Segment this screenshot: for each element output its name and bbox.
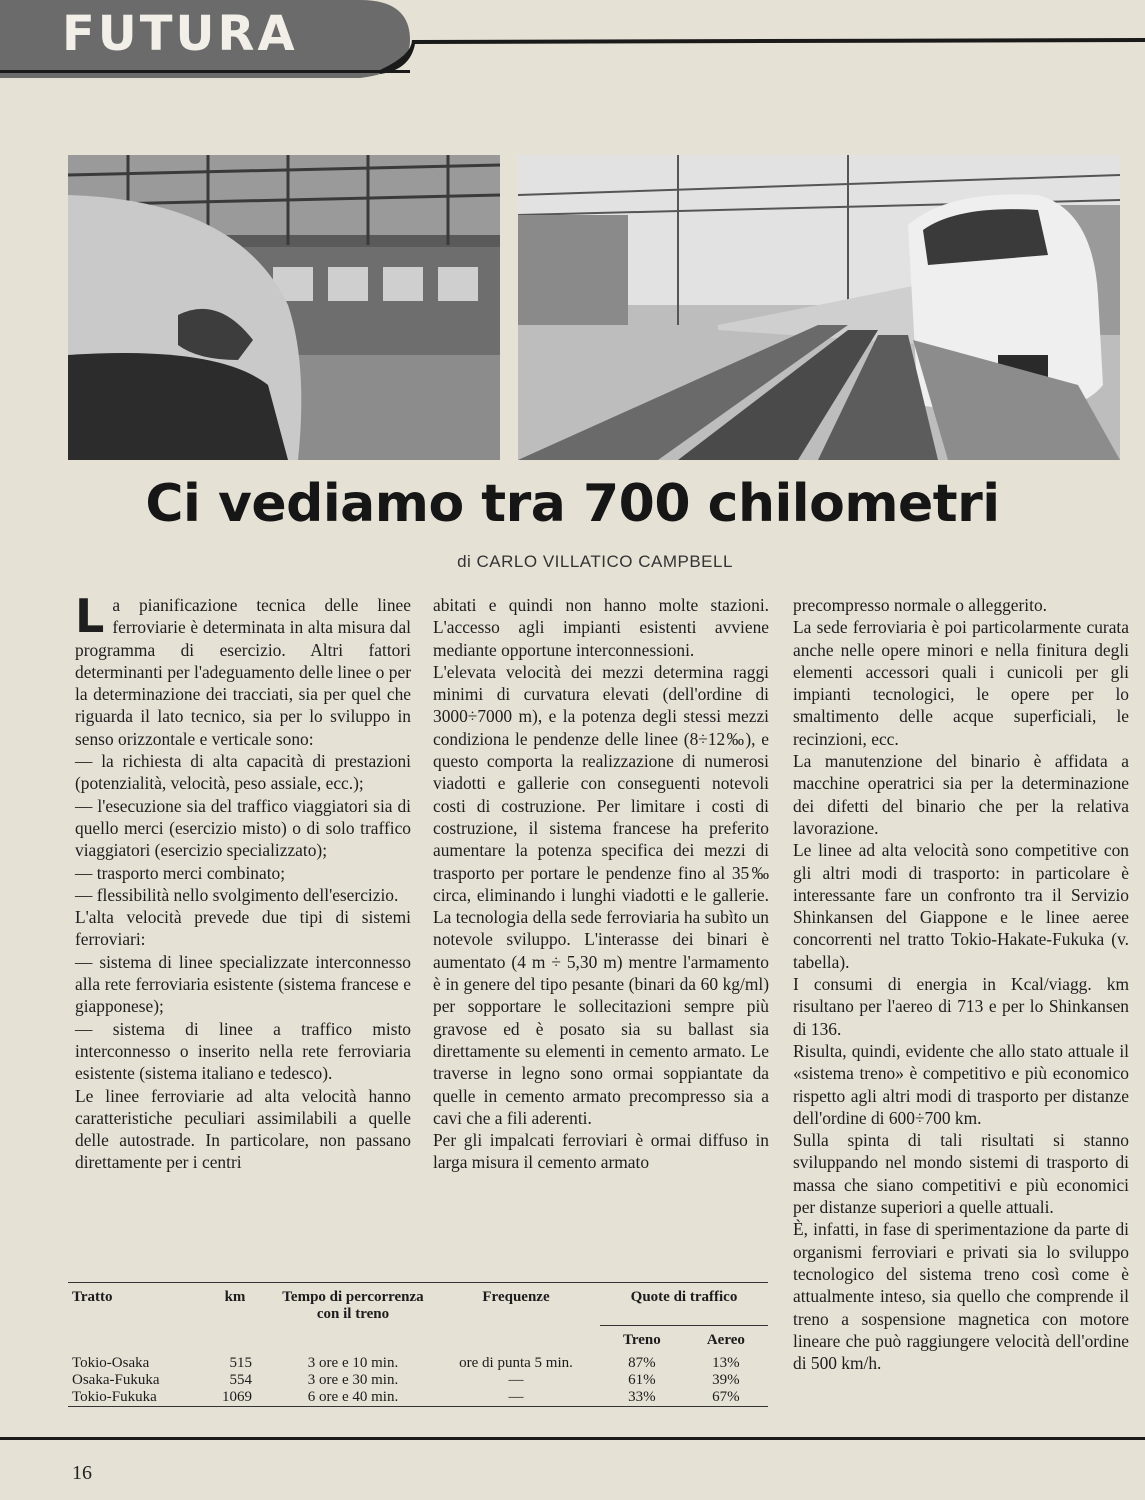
- paragraph: — flessibilità nello svolgimento dell'esercizio.: [75, 884, 399, 905]
- paragraph: — la richiesta di alta capacità di prestazioni (potenzialità, velocità, peso assiale, ecc.);: [75, 751, 411, 794]
- table-row: [68, 1372, 768, 1389]
- paragraph-text: a pianificazione tecnica delle linee ferroviarie è determinata in alta misura dal programma di esercizio. Altri fattori determinanti per l'adeguamento delle linee o per la determinazione dei tracciati, sia per quel che riguarda il lato tecnico, sia per lo sviluppo in senso orizzontale e verticale sono:: [75, 595, 411, 749]
- header-tempo: Tempo di percorrenza con il treno: [282, 1289, 424, 1322]
- section-title: FUTURA: [62, 6, 298, 62]
- paragraph: abitati e quindi non hanno molte stazioni. L'accesso agli impianti esistenti avviene mediante opportune interconnessioni.: [433, 595, 769, 660]
- paragraph: Le linee ferroviarie ad alta velocità hanno caratteristiche peculiari assimilabili a quelle delle autostrade. In particolare, non passano direttamente per i centri: [75, 1085, 411, 1173]
- paragraph: L'elevata velocità dei mezzi determina raggi minimi di curvatura elevati (dell'ordine di 3000÷7000 m), e la potenza degli stessi mezzi condiziona le pendenze delle linee (8÷12‰), e questo comporta la realizzazione di numerosi viadotti e gallerie con conseguenti notevoli costi di costruzione. Per limitare i costi di costruzione, il sistema francese ha preferito aumentare la potenza specifica dei mezzi di trasporto per portare le pendenze fino al 35‰ circa, eliminando i lunghi viadotti e le gallerie. La tecnologia della sede ferroviaria ha subìto un notevole sviluppo. L'interasse dei binari è aumentato (4 m ÷ 5,30 m) mentre l'armamento è in genere del tipo pesante (binari da 60 kg/ml) per sopportare le sollecitazioni sempre più gravose ed è posato sia su ballast sia direttamente su elementi in cemento armato. Le traverse in legno sono ormai soppiantate da quelle in cemento armato precompresso sia a cavi che a fili aderenti.: [433, 661, 769, 1128]
- cell-tempo: 3 ore e 30 min.: [307, 1371, 399, 1388]
- paragraph: precompresso normale o alleggerito.: [793, 595, 1048, 615]
- paragraph: — l'esecuzione sia del traffico viaggiatori sia di quello merci (esercizio misto) o di solo traffico viaggiatori (esercizio specializzato);: [75, 795, 411, 861]
- cell-km: 554: [229, 1371, 252, 1388]
- paragraph: — sistema di linee specializzate interconnesso alla rete ferroviaria esistente (sistema francese e giapponese);: [75, 951, 411, 1017]
- cell-tratto: Tokio-Osaka: [72, 1354, 150, 1371]
- paragraph: La sede ferroviaria è poi particolarmente curata anche nelle opere minori e nella finitura degli elementi accessori quali i cunicoli per gli impianti tecnologici, le opere per lo smaltimento delle acque superficiali, le recinzioni, ecc.: [793, 617, 1129, 749]
- paragraph: L'alta velocità prevede due tipi di sistemi ferroviari:: [75, 907, 411, 950]
- header-km: km: [224, 1289, 246, 1305]
- article-byline: di CARLO VILLATICO CAMPBELL: [457, 552, 733, 571]
- high-speed-train-photo: [518, 155, 1120, 460]
- cell-aereo: 67%: [712, 1388, 740, 1405]
- cell-aereo: 39%: [712, 1371, 740, 1388]
- paragraph: — trasporto merci combinato;: [75, 862, 286, 883]
- paragraph: Le linee ad alta velocità sono competitive con gli altri modi di trasporto: in particolare è interessante fare un confronto tra il Servizio Shinkansen del Giappone e le linee aeree concorrenti nel tratto Tokio-Hakate-Fukuka (v. tabella).: [793, 840, 1129, 972]
- cell-tempo: 3 ore e 10 min.: [307, 1354, 399, 1371]
- article-column-2: [433, 594, 769, 1174]
- traffic-comparison-table: [68, 1282, 768, 1407]
- paragraph: — sistema di linee a traffico misto interconnesso o inserito nella rete ferroviaria esistente (sistema italiano e tedesco).: [75, 1018, 411, 1084]
- paragraph: Risulta, quindi, evidente che allo stato attuale il «sistema treno» è competitivo e più economico rispetto agli altri modi di trasporto per distanze dell'ordine di 600÷700 km.: [793, 1040, 1129, 1128]
- paragraph: Sulla spinta di tali risultati si stanno sviluppando nel mondo sistemi di trasporto di massa che siano competitivi e più economici per distanze superiori a quelle attuali.: [793, 1130, 1129, 1218]
- cell-frequenze: —: [508, 1371, 524, 1388]
- cell-treno: 61%: [628, 1371, 656, 1388]
- station-train-illustration: [68, 155, 500, 460]
- article-title: Ci vediamo tra 700 chilometri: [145, 474, 1000, 534]
- page-number: 16: [72, 1462, 92, 1484]
- header-treno: Treno: [622, 1331, 661, 1348]
- header-frequenze: Frequenze: [482, 1289, 550, 1305]
- paragraph: La manutenzione del binario è affidata a macchine operatrici sia per la determinazione dei difetti del binario che per la relativa lavorazione.: [793, 751, 1129, 838]
- train-station-photo: [68, 155, 500, 460]
- paragraph: È, infatti, in fase di sperimentazione da parte di organismi ferroviari e privati sia lo sviluppo tecnologico del sistema treno così come è attualmente inteso, sia quello che comprende il treno a sospensione magnetica con motore lineare che può raggiungere velocità dell'ordine di 500 km/h.: [793, 1219, 1129, 1374]
- table-row: [68, 1389, 768, 1406]
- traffic-table: [68, 1283, 768, 1406]
- paragraph: I consumi di energia in Kcal/viagg. km risultano per l'aereo di 713 e per lo Shinkansen di 136.: [793, 974, 1129, 1039]
- drop-cap: L: [75, 589, 105, 643]
- article-column-3: [793, 594, 1129, 1374]
- article-column-1: [75, 589, 411, 1174]
- header-quote: Quote di traffico: [600, 1283, 768, 1325]
- cell-km: 1069: [222, 1388, 252, 1405]
- section-header: [0, 0, 1145, 80]
- cell-tempo: 6 ore e 40 min.: [307, 1388, 399, 1405]
- cell-frequenze: ore di punta 5 min.: [459, 1354, 573, 1371]
- header-aereo: Aereo: [706, 1331, 745, 1348]
- table-row: [68, 1355, 768, 1372]
- paragraph: [75, 589, 411, 750]
- cell-treno: 33%: [628, 1388, 656, 1405]
- table-body: [68, 1355, 768, 1406]
- cell-tratto: Tokio-Fukuka: [72, 1388, 157, 1405]
- platform-train-illustration: [518, 155, 1120, 460]
- cell-treno: 87%: [628, 1354, 656, 1371]
- cell-km: 515: [229, 1354, 252, 1371]
- cell-aereo: 13%: [712, 1354, 740, 1371]
- cell-tratto: Osaka-Fukuka: [72, 1371, 160, 1388]
- footer-rule: [0, 1437, 1145, 1440]
- paragraph: Per gli impalcati ferroviari è ormai diffuso in larga misura il cemento armato: [433, 1130, 769, 1173]
- header-tratto: Tratto: [72, 1289, 113, 1305]
- cell-frequenze: —: [508, 1388, 524, 1405]
